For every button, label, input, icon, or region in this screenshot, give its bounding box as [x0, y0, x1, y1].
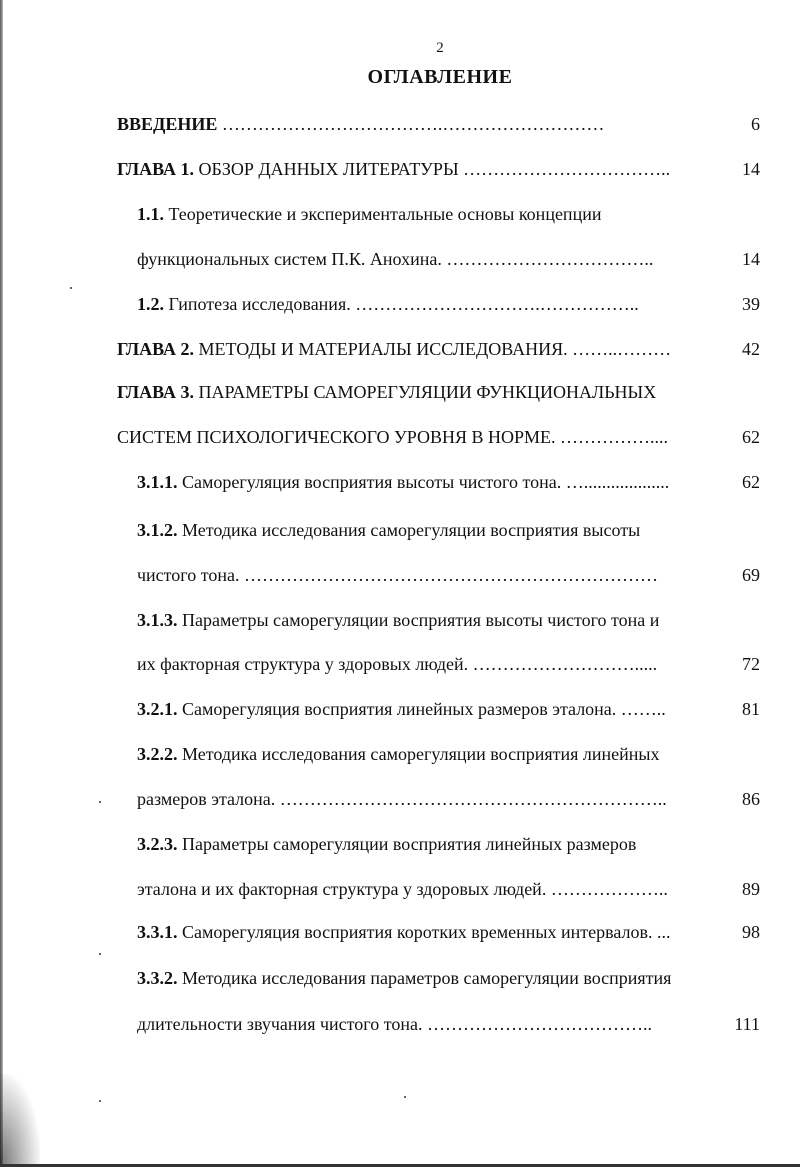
scan-speck — [70, 287, 72, 289]
toc-entry — [137, 1012, 760, 1036]
toc-entry — [117, 157, 760, 181]
toc-entry-text — [137, 292, 708, 316]
toc-entry-text — [117, 112, 708, 136]
toc-entry — [137, 518, 760, 542]
toc-entry-page: 62 — [742, 472, 760, 492]
toc-entry-title: функциональных систем П.К. Анохина. …………………………….. — [137, 249, 654, 269]
toc-entry-number: 3.2.3. — [137, 834, 178, 854]
toc-entry-number: ГЛАВА 3. — [117, 382, 195, 402]
toc-entry-page: 98 — [742, 922, 760, 942]
toc-entry-title: Саморегуляция восприятия высоты чистого тона. …................... — [177, 472, 670, 492]
toc-entry-text — [137, 877, 708, 901]
toc-entry-number: 1.2. — [137, 294, 164, 314]
toc-entry — [137, 470, 760, 494]
toc-entry — [137, 563, 760, 587]
toc-entry-title: Методика исследования параметров саморегуляции восприятия — [177, 968, 672, 988]
toc-entry-number: ВВЕДЕНИЕ — [117, 114, 218, 134]
toc-entry-text — [137, 1012, 708, 1036]
toc-entry-text — [117, 380, 708, 404]
toc-entry-text — [117, 337, 708, 361]
toc-entry — [137, 920, 760, 944]
toc-entry-text — [137, 608, 708, 632]
toc-entry — [117, 112, 760, 136]
toc-entry-page: 39 — [742, 294, 760, 314]
toc-entry-page: 42 — [742, 339, 760, 359]
toc-entry-title: ……………………………….……………………… — [217, 114, 605, 134]
toc-entry-page: 69 — [742, 565, 760, 585]
scan-shadow-corner — [0, 1074, 40, 1164]
toc-entry — [117, 337, 760, 361]
scan-speck — [99, 801, 101, 803]
scan-speck — [99, 1100, 101, 1102]
toc-entry — [137, 966, 760, 990]
toc-entry-page: 81 — [742, 699, 760, 719]
page-number: 2 — [436, 40, 444, 56]
toc-entry-number: 3.3.2. — [137, 968, 178, 988]
toc-entry-text — [117, 157, 708, 181]
toc-entry-page: 72 — [742, 654, 760, 674]
toc-entry-title: эталона и их факторная структура у здоровых людей. ……………….. — [137, 879, 668, 899]
toc-entry — [137, 202, 760, 226]
toc-entry-number: ГЛАВА 2. — [117, 339, 195, 359]
toc-entry-page: 6 — [751, 114, 760, 134]
toc-entry-title: Параметры саморегуляции восприятия линейных размеров — [177, 834, 637, 854]
toc-entry — [137, 787, 760, 811]
toc-entry-title: их факторная структура у здоровых людей. ………………………..... — [137, 654, 658, 674]
toc-entry — [137, 877, 760, 901]
toc-entry — [137, 697, 760, 721]
toc-entry-title: чистого тона. …………………………………………………………… — [137, 565, 658, 585]
toc-entry-page: 89 — [742, 879, 760, 899]
toc-entry — [137, 832, 760, 856]
toc-entry-page: 86 — [742, 789, 760, 809]
toc-entry-number: ГЛАВА 1. — [117, 159, 195, 179]
toc-entry-page: 14 — [742, 249, 760, 269]
toc-entry-text — [117, 425, 708, 449]
toc-entry-title: Методика исследования саморегуляции восприятия высоты — [177, 520, 641, 540]
toc-entry-title: Саморегуляция восприятия линейных размеров эталона. …….. — [177, 699, 666, 719]
toc-entry-number: 3.3.1. — [137, 922, 178, 942]
toc-entry-title: Методика исследования саморегуляции восприятия линейных — [177, 744, 660, 764]
toc-entry-text — [137, 966, 708, 990]
toc-entry-title: размеров эталона. ……………………………………………………….. — [137, 789, 667, 809]
toc-entry-text — [137, 697, 708, 721]
toc-entry-text — [137, 832, 708, 856]
toc-entry-title: длительности звучания чистого тона. ……………………………….. — [137, 1014, 652, 1034]
toc-entry-number: 1.1. — [137, 204, 164, 224]
toc-entry — [137, 292, 760, 316]
toc-entry-page: 14 — [742, 159, 760, 179]
toc-entry-number: 3.1.2. — [137, 520, 178, 540]
toc-entry-number: 3.2.2. — [137, 744, 178, 764]
scan-edge-left — [0, 0, 3, 1167]
toc-entry — [137, 247, 760, 271]
toc-entry-text — [137, 247, 708, 271]
toc-entry-page: 62 — [742, 427, 760, 447]
scan-speck — [99, 953, 101, 955]
toc-entry — [137, 742, 760, 766]
toc-entry-title: ОБЗОР ДАННЫХ ЛИТЕРАТУРЫ …………………………….. — [194, 159, 671, 179]
toc-entry-text — [137, 920, 708, 944]
toc-entry-title: ПАРАМЕТРЫ САМОРЕГУЛЯЦИИ ФУНКЦИОНАЛЬНЫХ — [194, 382, 657, 402]
toc-entry-text — [137, 202, 708, 226]
toc-entry-title: МЕТОДЫ И МАТЕРИАЛЫ ИССЛЕДОВАНИЯ. ……..……… — [194, 339, 672, 359]
toc-entry-number: 3.1.1. — [137, 472, 178, 492]
toc-entry-text — [137, 742, 708, 766]
toc-entry — [117, 425, 760, 449]
toc-entry-title: Теоретические и экспериментальные основы концепции — [164, 204, 602, 224]
toc-entry-number: 3.2.1. — [137, 699, 178, 719]
toc-entry — [137, 608, 760, 632]
toc-entry-text — [137, 470, 708, 494]
toc-entry-title: СИСТЕМ ПСИХОЛОГИЧЕСКОГО УРОВНЯ В НОРМЕ. …………….... — [117, 427, 669, 447]
toc-entry — [117, 380, 760, 404]
page-title: ОГЛАВЛЕНИЕ — [367, 66, 513, 88]
toc-entry-title: Саморегуляция восприятия коротких временных интервалов. ... — [177, 922, 671, 942]
toc-entry-text — [137, 787, 708, 811]
toc-entry-page: 111 — [734, 1014, 760, 1034]
toc-entry-title: Параметры саморегуляции восприятия высоты чистого тона и — [177, 610, 660, 630]
toc-entry — [137, 652, 760, 676]
toc-entry-text — [137, 652, 708, 676]
toc-entry-text — [137, 563, 708, 587]
scan-speck — [404, 1096, 406, 1098]
toc-entry-title: Гипотеза исследования. ………………………….…………….. — [164, 294, 639, 314]
toc-entry-number: 3.1.3. — [137, 610, 178, 630]
toc-entry-text — [137, 518, 708, 542]
